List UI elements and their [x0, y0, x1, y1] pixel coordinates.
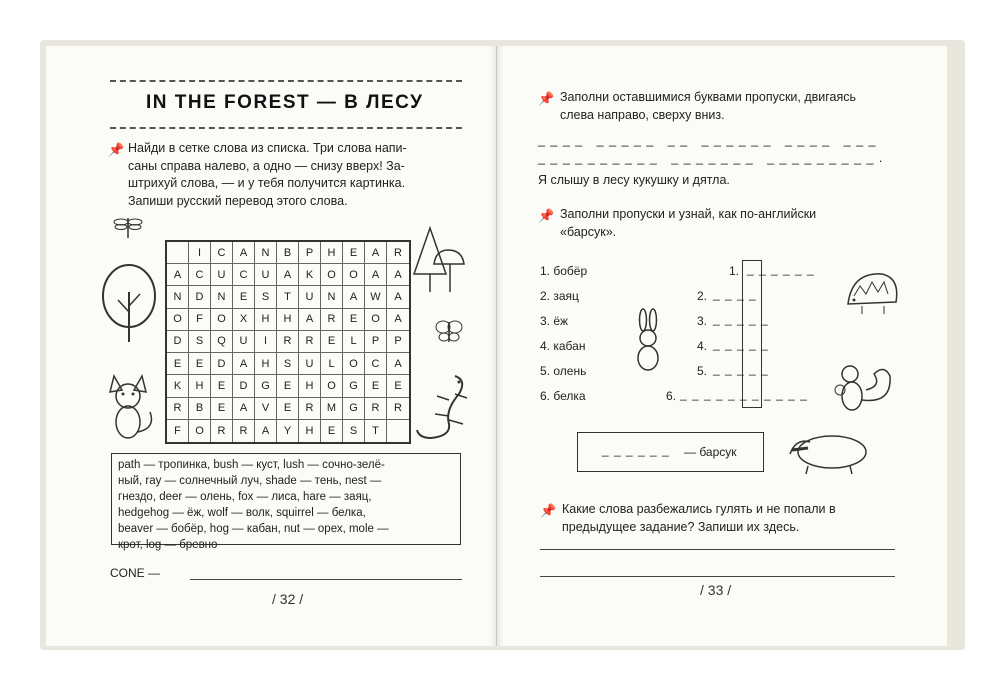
grid-cell[interactable]: A	[365, 264, 387, 286]
mushroom-trees-icon	[410, 224, 468, 296]
grid-cell[interactable]: R	[167, 398, 189, 420]
page-number-slash-left: /	[272, 591, 276, 607]
grid-cell[interactable]: D	[167, 331, 189, 353]
grid-cell[interactable]: H	[255, 309, 277, 331]
crossword-num: 5.	[697, 364, 708, 378]
item-number: 5.	[540, 364, 551, 378]
grid-cell[interactable]: O	[321, 375, 343, 397]
grid-cell[interactable]: E	[211, 398, 233, 420]
grid-cell[interactable]: C	[211, 242, 233, 264]
word-search-grid	[165, 240, 411, 444]
grid-cell[interactable]: U	[299, 353, 321, 375]
grid-cell[interactable]: E	[277, 398, 299, 420]
instruction-1	[560, 89, 940, 124]
item-number: 6.	[540, 389, 551, 403]
hedgehog-icon	[844, 268, 900, 318]
blank-row-1[interactable]: _ _ _ _ _ _ _ _ _ _ _ _ _ _ _ _ _ _ _ _ _ _ _ _	[538, 133, 877, 147]
grid-cell[interactable]: I	[255, 331, 277, 353]
grid-cell[interactable]: C	[365, 353, 387, 375]
grid-cell[interactable]: A	[387, 353, 409, 375]
item-number: 3.	[540, 314, 551, 328]
item-number: 1.	[540, 264, 551, 278]
instruction-line: слева направо, сверху вниз.	[560, 107, 725, 122]
page-number-value: 32	[279, 591, 296, 607]
instruction-line: Найди в сетке слова из списка. Три слова напи-	[128, 141, 407, 155]
crossword-num: 1.	[729, 264, 740, 278]
butterfly-icon	[434, 316, 464, 346]
grid-cell[interactable]: R	[299, 331, 321, 353]
item-word: заяц	[553, 289, 579, 303]
grid-cell[interactable]: O	[343, 264, 365, 286]
instruction-line: саны справа налево, а одно — снизу вверх! За-	[128, 158, 405, 173]
grid-cell[interactable]: D	[233, 375, 255, 397]
grid-cell[interactable]: U	[255, 264, 277, 286]
list-item	[540, 314, 568, 328]
grid-cell[interactable]: A	[277, 264, 299, 286]
list-item	[540, 339, 585, 353]
grid-cell[interactable]: L	[343, 331, 365, 353]
grid-cell[interactable]: B	[189, 398, 211, 420]
item-word: ёж	[553, 314, 569, 328]
grid-cell[interactable]: P	[387, 331, 409, 353]
grid-cell[interactable]: A	[387, 309, 409, 331]
grid-cell[interactable]: E	[321, 331, 343, 353]
grid-cell[interactable]: D	[189, 286, 211, 308]
sentence-text: Я слышу в лесу кукушку и дятла.	[538, 173, 730, 187]
grid-cell[interactable]: R	[387, 398, 409, 420]
grid-cell[interactable]: M	[321, 398, 343, 420]
answer-line[interactable]	[540, 549, 895, 550]
item-number: 2.	[540, 289, 551, 303]
grid-cell[interactable]: E	[387, 375, 409, 397]
grid-cell[interactable]: H	[299, 375, 321, 397]
grid-cell[interactable]: A	[233, 398, 255, 420]
grid-cell[interactable]: H	[321, 242, 343, 264]
vocab-line: beaver — бобёр, hog — кабан, nut — орех, mole —	[118, 523, 389, 535]
grid-cell[interactable]: W	[365, 286, 387, 308]
answer-line[interactable]	[540, 576, 895, 577]
fox-icon	[102, 372, 158, 444]
crossword-blanks[interactable]: _ _ _ _ _	[713, 312, 769, 326]
instruction-line: штрихуй слова, — и у тебя получится картинка.	[128, 176, 406, 190]
grid-cell[interactable]: A	[233, 353, 255, 375]
grid-cell[interactable]: U	[233, 331, 255, 353]
vocab-line: path — тропинка, bush — куст, lush — сочно-зелё-	[118, 459, 385, 471]
badger-label: — барсук	[684, 445, 737, 459]
grid-cell[interactable]: N	[255, 242, 277, 264]
page-number-slash-left: /	[700, 582, 704, 598]
grid-cell[interactable]: H	[277, 309, 299, 331]
grid-cell[interactable]: A	[299, 309, 321, 331]
dragonfly-icon	[113, 214, 143, 240]
grid-cell[interactable]: E	[321, 420, 343, 442]
list-item	[540, 264, 587, 278]
grid-cell[interactable]: E	[189, 353, 211, 375]
grid-cell[interactable]	[387, 420, 409, 442]
grid-cell[interactable]: A	[233, 242, 255, 264]
grid-cell[interactable]: H	[299, 420, 321, 442]
grid-cell[interactable]: D	[211, 353, 233, 375]
crossword-num: 3.	[697, 314, 708, 328]
grid-cell[interactable]: E	[365, 375, 387, 397]
title-dashed-border	[110, 127, 462, 129]
grid-cell[interactable]: A	[387, 286, 409, 308]
grid-cell[interactable]: O	[211, 309, 233, 331]
grid-cell[interactable]: G	[343, 375, 365, 397]
grid-cell[interactable]: N	[321, 286, 343, 308]
grid-cell[interactable]: T	[277, 286, 299, 308]
grid-cell[interactable]: E	[211, 375, 233, 397]
item-word: олень	[553, 364, 587, 378]
crossword-blanks[interactable]: _ _ _ _ _	[713, 337, 769, 351]
instruction-line: предыдущее задание? Запиши их здесь.	[562, 519, 800, 534]
item-number: 4.	[540, 339, 551, 353]
grid-cell[interactable]: E	[343, 242, 365, 264]
instruction-text	[128, 140, 468, 210]
vocab-line: hedgehog — ёж, wolf — волк, squirrel — белка,	[118, 507, 366, 519]
grid-cell[interactable]: S	[277, 353, 299, 375]
grid-cell[interactable]: C	[189, 264, 211, 286]
grid-cell[interactable]: O	[365, 309, 387, 331]
page-title: IN THE FOREST — В ЛЕСУ	[146, 92, 424, 113]
vocabulary-box	[111, 453, 461, 551]
grid-cell[interactable]: A	[387, 264, 409, 286]
page-number-value: 33	[707, 582, 724, 598]
grid-cell[interactable]: T	[365, 420, 387, 442]
grid-cell[interactable]: O	[167, 309, 189, 331]
grid-cell[interactable]: O	[321, 264, 343, 286]
grid-cell[interactable]: F	[189, 309, 211, 331]
grid-cell[interactable]: G	[343, 398, 365, 420]
grid-cell[interactable]: U	[299, 286, 321, 308]
instruction-line: Заполни оставшимися буквами пропуски, двигаясь	[560, 90, 857, 104]
grid-cell[interactable]: R	[387, 242, 409, 264]
grid-cell[interactable]: P	[299, 242, 321, 264]
grid-cell[interactable]: K	[299, 264, 321, 286]
list-item	[540, 389, 586, 403]
squirrel-icon	[832, 360, 898, 416]
keyword-column-box	[742, 260, 762, 408]
item-word: кабан	[553, 339, 586, 353]
grid-cell[interactable]: H	[189, 375, 211, 397]
crossword-blanks[interactable]: _ _ _ _ _ _ _ _ _ _ _	[680, 387, 808, 401]
grid-cell[interactable]: R	[277, 331, 299, 353]
instruction-line: Заполни пропуски и узнай, как по-английски	[560, 207, 817, 221]
badger-answer-box	[577, 432, 764, 472]
grid-cell[interactable]: H	[255, 353, 277, 375]
crossword-num: 6.	[666, 389, 677, 403]
page-number-right	[700, 582, 731, 598]
grid-cell[interactable]: U	[211, 264, 233, 286]
grid-cell[interactable]: V	[255, 398, 277, 420]
grid-cell[interactable]: S	[255, 286, 277, 308]
grid-cell[interactable]: X	[233, 309, 255, 331]
vocab-line: гнездо, deer — олень, fox — лиса, hare — заяц,	[118, 491, 372, 503]
crossword-num: 4.	[697, 339, 708, 353]
grid-cell[interactable]: K	[167, 375, 189, 397]
grid-cell[interactable]: O	[189, 420, 211, 442]
book-spine	[490, 46, 504, 646]
cone-answer-line[interactable]	[190, 579, 462, 580]
grid-cell[interactable]: A	[167, 264, 189, 286]
grid-cell[interactable]	[167, 242, 189, 264]
cone-label: CONE —	[110, 566, 161, 580]
list-item	[540, 289, 579, 303]
blank-row-2[interactable]: _ _ _ _ _ _ _ _ _ _ _ _ _ _ _ _ _ _ _ _ _ _ _ _ _ _ .	[538, 151, 884, 165]
grid-cell[interactable]: P	[365, 331, 387, 353]
grid-cell[interactable]: C	[233, 264, 255, 286]
grid-cell[interactable]: Y	[277, 420, 299, 442]
grid-cell[interactable]: E	[277, 375, 299, 397]
vocab-line: крот, log — бревно	[118, 539, 218, 551]
grid-cell[interactable]: Q	[211, 331, 233, 353]
badger-icon	[786, 428, 870, 476]
pushpin-icon: 📌	[108, 142, 125, 157]
grid-cell[interactable]: E	[343, 309, 365, 331]
instruction-2	[560, 206, 940, 241]
item-word: белка	[553, 389, 586, 403]
grid-cell[interactable]: O	[343, 353, 365, 375]
grid-cell[interactable]: I	[189, 242, 211, 264]
crossword-blanks[interactable]: _ _ _ _ _ _	[747, 262, 815, 276]
grid-cell[interactable]: R	[211, 420, 233, 442]
crossword-blanks[interactable]: _ _ _ _ _	[713, 362, 769, 376]
grid-cell[interactable]: N	[211, 286, 233, 308]
crossword-blanks[interactable]: _ _ _ _	[713, 287, 757, 301]
top-dashed-border	[110, 80, 462, 82]
page-number-left	[272, 591, 303, 607]
pushpin-icon: 📌	[538, 208, 555, 223]
instruction-line: Какие слова разбежались гулять и не попали в	[562, 502, 836, 516]
vocab-line: ный, ray — солнечный луч, shade — тень, nest —	[118, 475, 382, 487]
grid-cell[interactable]: S	[189, 331, 211, 353]
grid-cell[interactable]: L	[321, 353, 343, 375]
grid-cell[interactable]: N	[167, 286, 189, 308]
instruction-3	[562, 501, 942, 536]
pushpin-icon: 📌	[538, 91, 555, 106]
crossword-num: 2.	[697, 289, 708, 303]
rabbit-icon	[632, 308, 664, 372]
grid-cell[interactable]: F	[167, 420, 189, 442]
page-number-slash-right: /	[727, 582, 732, 598]
grid-cell[interactable]: E	[167, 353, 189, 375]
grid-cell[interactable]: R	[233, 420, 255, 442]
grid-cell[interactable]: A	[255, 420, 277, 442]
instruction-line: «барсук».	[560, 224, 617, 239]
grid-cell[interactable]: A	[343, 286, 365, 308]
list-item	[540, 364, 586, 378]
grid-cell[interactable]: R	[365, 398, 387, 420]
page-number-slash-right: /	[299, 591, 304, 607]
grid-cell[interactable]: S	[343, 420, 365, 442]
bush-icon	[100, 262, 158, 344]
badger-blanks[interactable]: _ _ _ _ _ _	[602, 443, 670, 457]
grid-cell[interactable]: A	[365, 242, 387, 264]
grid-cell[interactable]: B	[277, 242, 299, 264]
grid-cell[interactable]: E	[233, 286, 255, 308]
grid-cell[interactable]: R	[321, 309, 343, 331]
lizard-icon	[415, 370, 471, 442]
grid-cell[interactable]: R	[299, 398, 321, 420]
pushpin-icon: 📌	[540, 503, 557, 518]
grid-cell[interactable]: G	[255, 375, 277, 397]
item-word: бобёр	[553, 264, 588, 278]
instruction-line: Запиши русский перевод этого слова.	[128, 193, 348, 208]
